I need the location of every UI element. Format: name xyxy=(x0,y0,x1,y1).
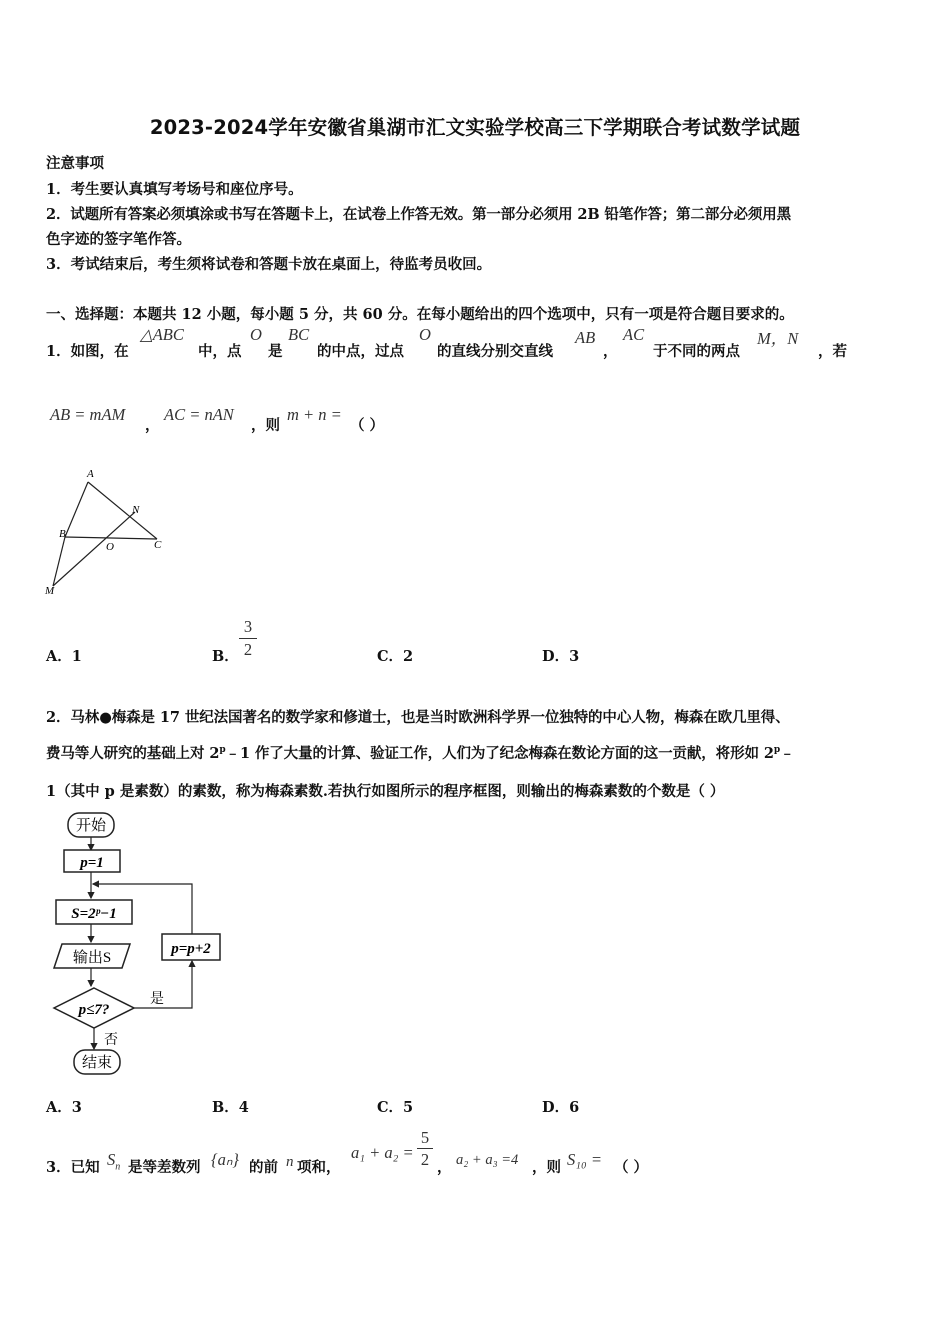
flow-end-label: 结束 xyxy=(81,1055,113,1071)
q3-text-1: 是等差数列 xyxy=(128,1159,201,1176)
notice-item-3: 3．考试结束后，考生须将试卷和答题卡放在桌面上，待监考员收回。 xyxy=(46,256,492,273)
q1-text-2: 是 xyxy=(268,343,283,360)
q1-paren: （ ） xyxy=(350,417,385,434)
q1-text-4: 的直线分别交直线 xyxy=(437,343,553,360)
q1-triangle-figure xyxy=(40,462,180,602)
q3-eq-2: a₂ + a₃ =4 xyxy=(456,1152,519,1168)
q2-option-c: C．5 xyxy=(377,1099,414,1116)
label-b: B xyxy=(59,528,66,540)
q3-eq-1: a₁ + a₂ = xyxy=(351,1143,414,1162)
q1-triangle: △ABC xyxy=(140,325,184,344)
q1-point-o: O xyxy=(250,325,262,344)
q1-ac: AC xyxy=(623,325,645,344)
flow-condition-label: p≤7? xyxy=(78,1002,110,1018)
q1-option-a: A．1 xyxy=(46,648,82,665)
q1-text-1: 中，点 xyxy=(198,343,242,360)
q1-option-b-fraction xyxy=(239,617,257,660)
label-o: O xyxy=(106,541,114,553)
q2-line-1: 2．马林●梅森是 17 世纪法国著名的数学家和修道士，也是当时欧洲科学界一位独特的中心人物，梅森在欧几里得、 xyxy=(46,709,790,726)
q3-fraction xyxy=(417,1128,433,1169)
q2-sup-2: p xyxy=(773,745,781,756)
q3-s10: S₁₀ = xyxy=(567,1150,602,1169)
q3-text-2: 的前 xyxy=(249,1159,278,1176)
q1-bc: BC xyxy=(288,325,310,344)
q3-sequence: {aₙ} xyxy=(211,1150,240,1169)
q2-line-2 xyxy=(46,742,794,763)
label-n: N xyxy=(132,504,140,516)
q1-then: ，则 xyxy=(251,417,280,434)
q1-text-3: 的中点，过点 xyxy=(317,343,404,360)
flow-update-label: p=p+2 xyxy=(171,941,211,957)
q1-option-c: C．2 xyxy=(377,648,414,665)
q3-comma: ， xyxy=(437,1159,452,1176)
notice-item-2-cont: 色字迹的签字笔作答。 xyxy=(46,231,191,248)
q1-number: 1．如图，在 xyxy=(46,343,129,360)
notice-heading: 注意事项 xyxy=(46,155,104,172)
q2-line-2c: ﹣ xyxy=(780,745,795,762)
q2-option-d: D．6 xyxy=(542,1099,580,1116)
q1-eq-ac: AC = nAN xyxy=(164,405,234,424)
label-m: M xyxy=(45,585,55,597)
q1-text-5: 于不同的两点 xyxy=(653,343,740,360)
section-heading: 一、选择题：本题共 12 小题，每小题 5 分，共 60 分。在每小题给出的四个选项中，只有一项是符合题目要求的。 xyxy=(46,306,794,323)
q1-mn: M，N xyxy=(757,329,799,348)
q1-text-6: ，若 xyxy=(818,343,847,360)
q2-line-3: 1（其中 p 是素数）的素数，称为梅森素数.若执行如图所示的程序框图，则输出的梅森素数的个数是（ ） xyxy=(46,783,725,800)
q1-eq-ab: AB = mAM xyxy=(50,405,126,424)
segment-bc xyxy=(65,537,157,539)
q2-sup-1: p xyxy=(219,745,226,756)
notice-item-2: 2．试题所有答案必须填涂或书写在答题卡上，在试卷上作答无效。第一部分必须用 2B 铅笔作答；第二部分必须用黑 xyxy=(46,206,791,223)
q3-paren: （ ） xyxy=(614,1159,649,1176)
q3-text-3: 项和， xyxy=(297,1159,341,1176)
q1-comma-2: ， xyxy=(145,417,160,434)
q1-ab: AB xyxy=(575,328,596,347)
q1-comma-1: ， xyxy=(603,343,618,360)
q3-fraction-num: 5 xyxy=(420,1128,430,1147)
flow-output-label: 输出S xyxy=(72,950,112,966)
notice-item-1: 1．考生要认真填写考场号和座位序号。 xyxy=(46,181,303,198)
fraction-bar xyxy=(239,638,257,639)
flow-start-label: 开始 xyxy=(75,818,107,834)
q3-s-letter: S xyxy=(107,1150,116,1169)
q1-option-d: D．3 xyxy=(542,648,580,665)
q3-text-4: ，则 xyxy=(532,1159,561,1176)
fraction-numerator: 3 xyxy=(243,617,253,636)
q3-fraction-den: 2 xyxy=(420,1150,430,1169)
q3-n: n xyxy=(286,1154,294,1170)
segment-mn xyxy=(53,512,135,586)
q3-s xyxy=(107,1150,120,1172)
page-title: 2023-2024学年安徽省巢湖市汇文实验学校高三下学期联合考试数学试题 xyxy=(149,116,801,139)
q1-point-o-2: O xyxy=(419,325,431,344)
flow-init-label: p=1 xyxy=(80,855,104,871)
flow-calc-label: S=2ᵖ−1 xyxy=(71,906,117,922)
q2-line-2a: 费马等人研究的基础上对 2 xyxy=(46,745,220,762)
label-c: C xyxy=(154,539,162,551)
label-a: A xyxy=(87,468,94,480)
q2-option-a: A．3 xyxy=(46,1099,82,1116)
segment-ab xyxy=(65,482,88,537)
q1-option-b: B． xyxy=(212,648,239,665)
q3-s-sub: n xyxy=(115,1161,121,1173)
q1-eq-sum: m + n = xyxy=(287,405,342,424)
q3-number: 3．已知 xyxy=(46,1159,100,1176)
segment-bm xyxy=(53,537,65,586)
q3-fraction-bar xyxy=(417,1148,433,1149)
fraction-denominator: 2 xyxy=(243,640,253,659)
q2-flowchart xyxy=(50,808,230,1083)
flow-yes-label: 是 xyxy=(150,992,164,1007)
flow-no-label: 否 xyxy=(104,1033,118,1048)
segment-ac xyxy=(88,482,157,539)
q2-option-b: B．4 xyxy=(212,1099,249,1116)
q2-line-2b: ﹣1 作了大量的计算、验证工作，人们为了纪念梅森在数论方面的这一贡献，将形如 2 xyxy=(225,745,774,762)
